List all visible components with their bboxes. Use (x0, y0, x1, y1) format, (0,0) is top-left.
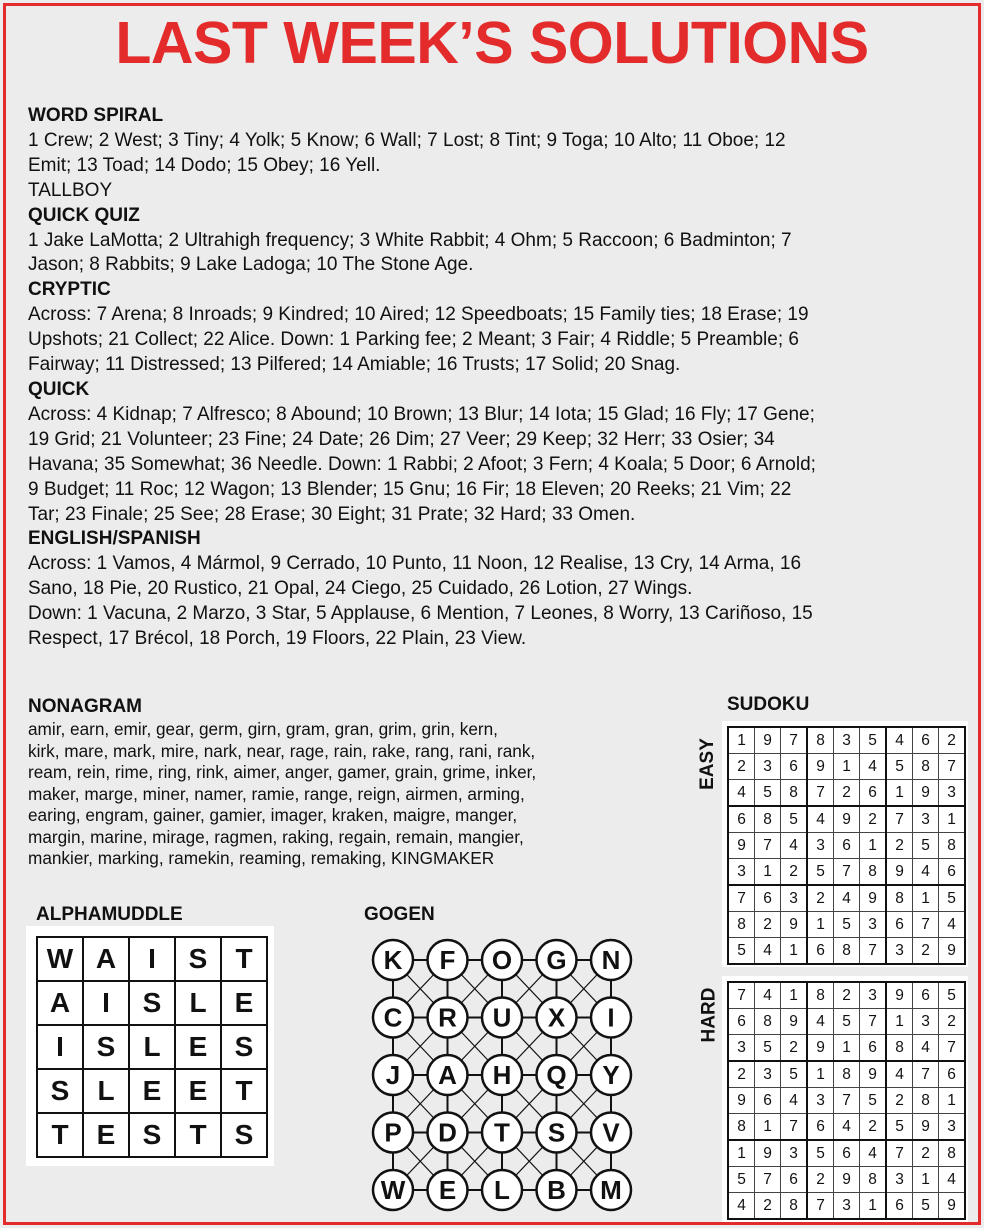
sudoku-cell: 5 (860, 727, 887, 754)
section-heading: CRYPTIC (28, 279, 111, 301)
section-line: Sano, 18 Pie, 20 Rustico, 21 Opal, 24 Ciego, 25 Cuidado, 26 Lotion, 27 Wings. (28, 578, 693, 600)
sudoku-cell: 3 (807, 833, 834, 859)
sudoku-cell: 4 (807, 1009, 834, 1035)
sudoku-cell: 4 (807, 806, 834, 833)
sudoku-cell: 7 (781, 727, 808, 754)
sudoku-cell: 2 (755, 1193, 781, 1220)
sudoku-cell: 6 (860, 780, 887, 807)
sudoku-cell: 9 (860, 885, 887, 912)
section-line: 1 Crew; 2 West; 3 Tiny; 4 Yolk; 5 Know; 6 Wall; 7 Lost; 8 Tint; 9 Toga; 10 Alto; 11 Oboe; 12 (28, 129, 786, 151)
section-line: 9 Budget; 11 Roc; 12 Wagon; 13 Blender; 15 Gnu; 16 Fir; 18 Eleven; 20 Reeks; 21 Vim; 22 (28, 478, 792, 500)
gogen-letter: A (438, 1060, 457, 1090)
sudoku-hard-box (722, 976, 968, 1222)
sudoku-cell: 1 (781, 938, 808, 965)
section-line: 19 Grid; 21 Volunteer; 23 Fine; 24 Date; 26 Dim; 27 Veer; 29 Keep; 32 Herr; 33 Osier; 34 (28, 428, 775, 450)
sudoku-cell: 1 (886, 780, 913, 807)
sudoku-cell: 6 (807, 1114, 834, 1141)
gogen-letter: D (438, 1117, 457, 1148)
sudoku-cell: 5 (728, 938, 755, 965)
sudoku-cell: 8 (834, 1061, 860, 1088)
alphamuddle-cell: T (175, 1113, 221, 1157)
alphamuddle-cell: L (129, 1025, 175, 1069)
alphamuddle-box (26, 926, 274, 1166)
sudoku-cell: 5 (834, 912, 860, 938)
nonagram-line: margin, marine, mirage, ragmen, raking, regain, remain, mangier, (28, 826, 524, 847)
sudoku-row (728, 859, 965, 886)
alphamuddle-cell: E (83, 1113, 129, 1157)
nonagram-line: maker, marge, miner, namer, ramie, range, reign, airmen, arming, (28, 783, 525, 804)
sudoku-cell: 1 (939, 806, 966, 833)
sudoku-hard-label: HARD (698, 987, 720, 1043)
alphamuddle-row (37, 1069, 267, 1113)
sudoku-cell: 9 (939, 938, 966, 965)
sudoku-cell: 5 (939, 885, 966, 912)
sudoku-cell: 8 (728, 1114, 755, 1141)
sudoku-cell: 8 (939, 833, 966, 859)
sudoku-cell: 7 (728, 982, 755, 1009)
section-line: Respect, 17 Brécol, 18 Porch, 19 Floors, 22 Plain, 23 View. (28, 628, 527, 650)
sudoku-cell: 1 (913, 1167, 939, 1193)
alphamuddle-cell: I (129, 937, 175, 981)
sudoku-cell: 4 (913, 1035, 939, 1062)
nonagram-line: earing, engram, gainer, gamier, imager, kraken, maigre, manger, (28, 805, 518, 825)
section-line: Down: 1 Vacuna, 2 Marzo, 3 Star, 5 Applause, 6 Mention, 7 Leones, 8 Worry, 13 Cariñoso, 15 (28, 603, 813, 625)
gogen-letter: L (494, 1175, 510, 1205)
sudoku-cell: 3 (781, 1140, 808, 1167)
alphamuddle-cell: W (37, 937, 83, 981)
sudoku-cell: 4 (886, 1061, 913, 1088)
sudoku-cell: 3 (807, 1088, 834, 1114)
sudoku-cell: 4 (939, 912, 966, 938)
sudoku-hard-grid (727, 981, 966, 1220)
section-line: Across: 4 Kidnap; 7 Alfresco; 8 Abound; 10 Brown; 13 Blur; 14 Iota; 15 Glad; 16 Fly; 17 Gene; (28, 403, 815, 425)
sudoku-cell: 6 (860, 1035, 887, 1062)
sudoku-cell: 9 (913, 780, 939, 807)
sudoku-cell: 4 (834, 885, 860, 912)
sudoku-row (728, 885, 965, 912)
gogen-letter: J (385, 1060, 401, 1090)
sudoku-cell: 7 (755, 1167, 781, 1193)
section-line: Tar; 23 Finale; 25 See; 28 Erase; 30 Eight; 31 Prate; 32 Hard; 33 Omen. (28, 503, 636, 525)
page-title: LAST WEEK’S SOLUTIONS (115, 10, 869, 76)
section-heading: QUICK QUIZ (28, 204, 140, 226)
gogen-letter: Y (602, 1060, 620, 1090)
sudoku-cell: 2 (781, 1035, 808, 1062)
sudoku-cell: 9 (755, 727, 781, 754)
sudoku-cell: 5 (755, 780, 781, 807)
sudoku-cell: 3 (728, 859, 755, 886)
sudoku-row (728, 1061, 965, 1088)
sudoku-cell: 4 (860, 754, 887, 780)
sudoku-cell: 1 (834, 1035, 860, 1062)
alphamuddle-cell: S (221, 1025, 267, 1069)
sudoku-cell: 8 (834, 938, 860, 965)
sudoku-cell: 8 (913, 1088, 939, 1114)
sudoku-cell: 7 (834, 859, 860, 886)
alphamuddle-grid (36, 936, 268, 1158)
sudoku-cell: 1 (860, 1193, 887, 1220)
sudoku-cell: 3 (886, 938, 913, 965)
gogen-letter: I (607, 1002, 615, 1033)
sudoku-easy-label: EASY (696, 738, 718, 790)
sudoku-cell: 6 (939, 859, 966, 886)
sudoku-cell: 6 (939, 1061, 966, 1088)
sudoku-cell: 8 (807, 982, 834, 1009)
alphamuddle-cell: I (83, 981, 129, 1025)
sudoku-cell: 5 (781, 806, 808, 833)
section-line: Across: 7 Arena; 8 Inroads; 9 Kindred; 10 Aired; 12 Speedboats; 15 Family ties; 18 Erase; 19 (28, 304, 809, 326)
sudoku-cell: 2 (939, 727, 966, 754)
sudoku-cell: 2 (860, 806, 887, 833)
sudoku-row (728, 1140, 965, 1167)
sudoku-cell: 8 (886, 1035, 913, 1062)
sudoku-cell: 8 (939, 1140, 966, 1167)
section-line: Fairway; 11 Distressed; 13 Pilfered; 14 Amiable; 16 Trusts; 17 Solid; 20 Snag. (28, 354, 681, 376)
gogen-grid (364, 930, 644, 1220)
sudoku-cell: 9 (728, 1088, 755, 1114)
sudoku-row (728, 1035, 965, 1062)
sudoku-cell: 7 (860, 938, 887, 965)
alphamuddle-cell: S (221, 1113, 267, 1157)
sudoku-cell: 6 (781, 1167, 808, 1193)
gogen-letter: H (492, 1060, 512, 1090)
sudoku-cell: 8 (781, 780, 808, 807)
sudoku-cell: 7 (939, 1035, 966, 1062)
sudoku-cell: 2 (834, 780, 860, 807)
section-line: Across: 1 Vamos, 4 Mármol, 9 Cerrado, 10 Punto, 11 Noon, 12 Realise, 13 Cry, 14 Arma, 16 (28, 553, 802, 575)
sudoku-cell: 3 (755, 754, 781, 780)
sudoku-row (728, 1009, 965, 1035)
nonagram-line: mankier, marking, ramekin, reaming, remaking, KINGMAKER (28, 848, 495, 868)
sudoku-cell: 4 (755, 938, 781, 965)
sudoku-cell: 9 (886, 982, 913, 1009)
alphamuddle-cell: A (83, 937, 129, 981)
sudoku-cell: 9 (939, 1193, 966, 1220)
gogen-letter: W (380, 1175, 406, 1205)
sudoku-cell: 5 (860, 1088, 887, 1114)
gogen-letter: B (547, 1175, 566, 1205)
sudoku-cell: 1 (886, 1009, 913, 1035)
sudoku-cell: 6 (781, 754, 808, 780)
sudoku-heading: SUDOKU (727, 694, 810, 715)
nonagram-line: ream, rein, rime, ring, rink, aimer, anger, gamer, grain, grime, inker, (28, 762, 537, 782)
sudoku-cell: 9 (755, 1140, 781, 1167)
alphamuddle-cell: E (129, 1069, 175, 1113)
section-heading: QUICK (28, 378, 90, 400)
sudoku-cell: 3 (755, 1061, 781, 1088)
section-line: TALLBOY (28, 179, 113, 201)
sudoku-cell: 1 (728, 727, 755, 754)
sudoku-cell: 7 (886, 806, 913, 833)
alphamuddle-cell: S (129, 1113, 175, 1157)
nonagram-section (28, 695, 668, 870)
nonagram-heading: NONAGRAM (28, 696, 142, 717)
sudoku-cell: 9 (834, 1167, 860, 1193)
sudoku-row (728, 912, 965, 938)
sudoku-cell: 5 (913, 833, 939, 859)
sudoku-row (728, 727, 965, 754)
sudoku-row (728, 938, 965, 965)
alphamuddle-cell: E (175, 1069, 221, 1113)
sudoku-cell: 8 (755, 806, 781, 833)
sudoku-cell: 8 (781, 1193, 808, 1220)
sudoku-cell: 1 (781, 982, 808, 1009)
gogen-letter: T (494, 1117, 510, 1148)
nonagram-line: amir, earn, emir, gear, germ, girn, gram, gran, grim, grin, kern, (28, 719, 498, 739)
sudoku-cell: 3 (860, 912, 887, 938)
sudoku-cell: 5 (807, 859, 834, 886)
section-heading: WORD SPIRAL (28, 105, 164, 126)
sudoku-cell: 1 (755, 859, 781, 886)
sudoku-cell: 6 (728, 806, 755, 833)
sudoku-cell: 7 (860, 1009, 887, 1035)
sudoku-row (728, 1088, 965, 1114)
sudoku-row (728, 1193, 965, 1220)
gogen-letter: V (602, 1117, 620, 1148)
sudoku-cell: 3 (913, 1009, 939, 1035)
sudoku-cell: 5 (913, 1193, 939, 1220)
sudoku-cell: 5 (807, 1140, 834, 1167)
alphamuddle-cell: S (175, 937, 221, 981)
alphamuddle-cell: L (175, 981, 221, 1025)
sudoku-cell: 2 (913, 1140, 939, 1167)
sudoku-cell: 3 (939, 1114, 966, 1141)
sudoku-cell: 3 (939, 780, 966, 807)
sudoku-cell: 9 (807, 754, 834, 780)
sudoku-cell: 1 (807, 1061, 834, 1088)
sudoku-cell: 3 (886, 1167, 913, 1193)
sudoku-cell: 7 (807, 780, 834, 807)
sudoku-cell: 7 (886, 1140, 913, 1167)
sudoku-cell: 2 (807, 885, 834, 912)
sudoku-cell: 5 (886, 754, 913, 780)
sudoku-cell: 4 (728, 1193, 755, 1220)
sudoku-cell: 2 (860, 1114, 887, 1141)
sudoku-cell: 5 (834, 1009, 860, 1035)
sudoku-cell: 4 (781, 833, 808, 859)
sudoku-cell: 1 (834, 754, 860, 780)
alphamuddle-cell: S (37, 1069, 83, 1113)
gogen-letter: E (438, 1175, 457, 1205)
sudoku-cell: 5 (939, 982, 966, 1009)
sudoku-cell: 8 (728, 912, 755, 938)
gogen-heading: GOGEN (364, 904, 435, 925)
sudoku-cell: 9 (781, 1009, 808, 1035)
sudoku-cell: 1 (728, 1140, 755, 1167)
gogen-letter: R (438, 1002, 457, 1033)
sudoku-cell: 1 (755, 1114, 781, 1141)
alphamuddle-heading: ALPHAMUDDLE (36, 904, 183, 925)
gogen-letter: P (384, 1117, 402, 1148)
sudoku-cell: 6 (886, 912, 913, 938)
gogen-letter: N (601, 945, 621, 975)
sudoku-cell: 8 (886, 885, 913, 912)
sudoku-cell: 6 (834, 833, 860, 859)
sudoku-cell: 2 (886, 833, 913, 859)
sudoku-cell: 8 (913, 754, 939, 780)
section-line: Jason; 8 Rabbits; 9 Lake Ladoga; 10 The Stone Age. (28, 254, 474, 276)
sudoku-cell: 1 (913, 885, 939, 912)
sudoku-cell: 8 (860, 859, 887, 886)
sudoku-cell: 9 (860, 1061, 887, 1088)
sudoku-cell: 1 (939, 1088, 966, 1114)
sudoku-cell: 4 (939, 1167, 966, 1193)
section-line: Upshots; 21 Collect; 22 Alice. Down: 1 Parking fee; 2 Meant; 3 Fair; 4 Riddle; 5 Preamble; 6 (28, 329, 799, 351)
sudoku-cell: 6 (834, 1140, 860, 1167)
sudoku-cell: 9 (834, 806, 860, 833)
sudoku-row (728, 1167, 965, 1193)
alphamuddle-row (37, 937, 267, 981)
sudoku-cell: 7 (939, 754, 966, 780)
nonagram-line: kirk, mare, mark, mire, nark, near, rage, rain, rake, rang, rani, rank, (28, 740, 536, 761)
sudoku-cell: 4 (834, 1114, 860, 1141)
sudoku-cell: 5 (886, 1114, 913, 1141)
alphamuddle-cell: S (83, 1025, 129, 1069)
sudoku-cell: 9 (913, 1114, 939, 1141)
sudoku-cell: 5 (728, 1167, 755, 1193)
gogen-letter: C (383, 1002, 403, 1033)
alphamuddle-row (37, 1113, 267, 1157)
sudoku-cell: 7 (834, 1088, 860, 1114)
sudoku-cell: 2 (755, 912, 781, 938)
sudoku-cell: 8 (755, 1009, 781, 1035)
sudoku-cell: 5 (755, 1035, 781, 1062)
sudoku-cell: 8 (807, 727, 834, 754)
sudoku-cell: 2 (939, 1009, 966, 1035)
sudoku-row (728, 754, 965, 780)
sudoku-cell: 3 (834, 1193, 860, 1220)
alphamuddle-cell: S (129, 981, 175, 1025)
sudoku-cell: 1 (807, 912, 834, 938)
gogen-letter: M (600, 1175, 622, 1205)
sudoku-cell: 2 (781, 859, 808, 886)
sudoku-cell: 6 (913, 982, 939, 1009)
sudoku-row (728, 780, 965, 807)
sudoku-cell: 6 (913, 727, 939, 754)
gogen-letter: U (492, 1002, 512, 1033)
section-line: Emit; 13 Toad; 14 Dodo; 15 Obey; 16 Yell. (28, 154, 381, 176)
gogen-letter: F (439, 945, 456, 975)
sudoku-cell: 4 (886, 727, 913, 754)
sudoku-row (728, 1114, 965, 1141)
gogen-letter: O (491, 945, 513, 975)
sudoku-cell: 8 (860, 1167, 887, 1193)
sudoku-easy-box (722, 721, 968, 967)
sudoku-cell: 2 (913, 938, 939, 965)
sudoku-cell: 4 (755, 982, 781, 1009)
sudoku-cell: 4 (913, 859, 939, 886)
alphamuddle-cell: T (37, 1113, 83, 1157)
sudoku-cell: 2 (886, 1088, 913, 1114)
alphamuddle-cell: T (221, 937, 267, 981)
alphamuddle-cell: E (175, 1025, 221, 1069)
sudoku-cell: 7 (807, 1193, 834, 1220)
sudoku-cell: 9 (807, 1035, 834, 1062)
alphamuddle-cell: A (37, 981, 83, 1025)
sudoku-row (728, 806, 965, 833)
sudoku-cell: 7 (913, 912, 939, 938)
sudoku-cell: 3 (728, 1035, 755, 1062)
sudoku-row (728, 833, 965, 859)
sudoku-easy-grid (727, 726, 966, 965)
sudoku-cell: 1 (860, 833, 887, 859)
alphamuddle-cell: L (83, 1069, 129, 1113)
sudoku-cell: 3 (860, 982, 887, 1009)
solutions-text (28, 104, 958, 652)
nonagram-words (28, 719, 668, 870)
sudoku-cell: 2 (728, 754, 755, 780)
gogen-letter: K (383, 945, 403, 975)
sudoku-cell: 7 (728, 885, 755, 912)
alphamuddle-row (37, 1025, 267, 1069)
gogen-letter: X (547, 1002, 566, 1033)
gogen-letter: S (547, 1117, 566, 1148)
sudoku-cell: 7 (913, 1061, 939, 1088)
sudoku-cell: 6 (886, 1193, 913, 1220)
sudoku-cell: 4 (860, 1140, 887, 1167)
alphamuddle-cell: E (221, 981, 267, 1025)
sudoku-cell: 6 (755, 885, 781, 912)
gogen-letter: Q (546, 1060, 567, 1090)
sudoku-cell: 9 (728, 833, 755, 859)
sudoku-cell: 7 (755, 833, 781, 859)
section-heading: ENGLISH/SPANISH (28, 528, 201, 550)
sudoku-cell: 6 (807, 938, 834, 965)
sudoku-cell: 5 (781, 1061, 808, 1088)
alphamuddle-row (37, 981, 267, 1025)
sudoku-cell: 9 (886, 859, 913, 886)
sudoku-cell: 4 (728, 780, 755, 807)
sudoku-cell: 2 (807, 1167, 834, 1193)
sudoku-cell: 7 (781, 1114, 808, 1141)
sudoku-cell: 6 (755, 1088, 781, 1114)
sudoku-cell: 3 (781, 885, 808, 912)
gogen-letter: G (546, 945, 567, 975)
sudoku-cell: 3 (834, 727, 860, 754)
section-line: Havana; 35 Somewhat; 36 Needle. Down: 1 Rabbi; 2 Afoot; 3 Fern; 4 Koala; 5 Door; 6 Arnold; (28, 453, 816, 475)
sudoku-cell: 3 (913, 806, 939, 833)
section-line: 1 Jake LaMotta; 2 Ultrahigh frequency; 3 White Rabbit; 4 Ohm; 5 Raccoon; 6 Badminton; 7 (28, 229, 792, 251)
alphamuddle-cell: I (37, 1025, 83, 1069)
sudoku-cell: 2 (728, 1061, 755, 1088)
sudoku-cell: 4 (781, 1088, 808, 1114)
sudoku-cell: 6 (728, 1009, 755, 1035)
alphamuddle-cell: T (221, 1069, 267, 1113)
sudoku-cell: 9 (781, 912, 808, 938)
sudoku-cell: 2 (834, 982, 860, 1009)
sudoku-row (728, 982, 965, 1009)
